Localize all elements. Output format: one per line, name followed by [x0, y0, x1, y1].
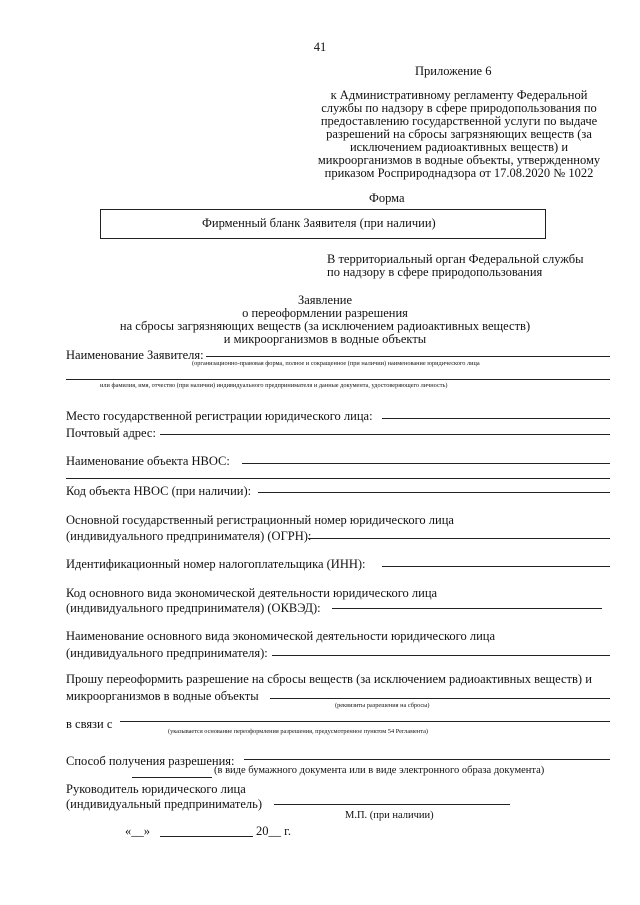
reason-line[interactable] [120, 721, 610, 722]
receipt-hint: (в виде бумажного документа или в виде электронного образа документа) [214, 765, 545, 776]
receipt-method-label: Способ получения разрешения: [66, 754, 235, 768]
appendix-line-7: приказом Росприроднадзора от 17.08.2020 № 1022 [324, 166, 594, 180]
receipt-method-short-line[interactable] [132, 777, 212, 778]
head-label-1: Руководитель юридического лица [66, 782, 246, 796]
head-label-2: (индивидуальный предприниматель) [66, 797, 262, 811]
activity-line[interactable] [272, 655, 610, 656]
statement-line-4: и микроорганизмов в водные объекты [223, 332, 427, 346]
appendix-line-2: службы по надзору в сфере природопользования по [321, 101, 597, 115]
request-line-1: Прошу переоформить разрешение на сбросы веществ (за исключением радиоактивных веществ) и [66, 672, 592, 686]
registration-place-label: Место государственной регистрации юридического лица: [66, 409, 373, 423]
nvos-name-line[interactable] [242, 463, 610, 464]
nvos-name-line-2[interactable] [66, 478, 610, 479]
reason-label: в связи с [66, 717, 113, 731]
date-day: «__» [125, 824, 150, 838]
request-permit-line[interactable] [270, 698, 610, 699]
postal-address-line[interactable] [160, 434, 610, 435]
okved-label-2: (индивидуального предпринимателя) (ОКВЭД): [66, 601, 321, 615]
request-hint: (реквизиты разрешения на сбросы) [335, 702, 430, 709]
applicant-hint-1: (организационно-правовая форма, полное и сокращенное (при наличии) наименование юридического лица [192, 360, 480, 367]
appendix-line-1: к Административному регламенту Федеральной [330, 88, 588, 102]
ogrn-label-1: Основной государственный регистрационный номер юридического лица [66, 513, 454, 527]
statement-line-2: о переоформлении разрешения [242, 306, 408, 320]
ogrn-line[interactable] [308, 538, 610, 539]
head-signature-line[interactable] [274, 804, 510, 805]
letterhead-label: Фирменный бланк Заявителя (при наличии) [202, 216, 436, 230]
nvos-code-line[interactable] [258, 492, 610, 493]
postal-address-label: Почтовый адрес: [66, 426, 156, 440]
appendix-line-3: предоставлению государственной услуги по выдаче [320, 114, 598, 128]
stamp-label: М.П. (при наличии) [345, 810, 434, 821]
okved-label-1: Код основного вида экономической деятельности юридического лица [66, 586, 438, 600]
addressee-line-1: В территориальный орган Федеральной службы [327, 252, 584, 266]
activity-label-2: (индивидуального предпринимателя): [66, 646, 268, 660]
statement-line-3: на сбросы загрязняющих веществ (за исключением радиоактивных веществ) [119, 319, 531, 333]
appendix-line-4: разрешений на сбросы загрязняющих веществ (за [326, 127, 592, 141]
page-number: 41 [313, 40, 327, 54]
inn-label: Идентификационный номер налогоплательщика (ИНН): [66, 557, 366, 571]
addressee-line-2: по надзору в сфере природопользования [327, 265, 543, 279]
applicant-name-line-2[interactable] [66, 379, 610, 380]
reason-hint: (указывается основание переоформления разрешения, предусмотренное пунктом 54 Регламента) [168, 728, 428, 735]
nvos-name-label: Наименование объекта НВОС: [66, 454, 230, 468]
okved-line[interactable] [332, 608, 602, 609]
statement-title: Заявление [297, 293, 352, 307]
applicant-hint-2: или фамилия, имя, отчество (при наличии) индивидуального предпринимателя и данные документа, удостоверяющего личность) [100, 382, 448, 389]
ogrn-label-2: (индивидуального предпринимателя) (ОГРН): [66, 529, 312, 543]
applicant-name-label: Наименование Заявителя: [66, 348, 204, 362]
appendix-line-5: исключением радиоактивных веществ) и [349, 140, 569, 154]
inn-line[interactable] [382, 566, 610, 567]
date-month-line[interactable] [160, 836, 253, 837]
activity-label-1: Наименование основного вида экономической деятельности юридического лица [66, 629, 496, 643]
form-label: Форма [369, 191, 405, 205]
applicant-name-line[interactable] [206, 356, 610, 357]
registration-place-line[interactable] [382, 418, 610, 419]
nvos-code-label: Код объекта НВОС (при наличии): [66, 484, 252, 498]
date-year: 20__ г. [256, 824, 291, 838]
request-line-2: микроорганизмов в водные объекты [66, 689, 259, 703]
appendix-line-6: микроорганизмов в водные объекты, утвержденному [317, 153, 601, 167]
appendix-title: Приложение 6 [415, 64, 492, 78]
receipt-method-line[interactable] [244, 759, 610, 760]
